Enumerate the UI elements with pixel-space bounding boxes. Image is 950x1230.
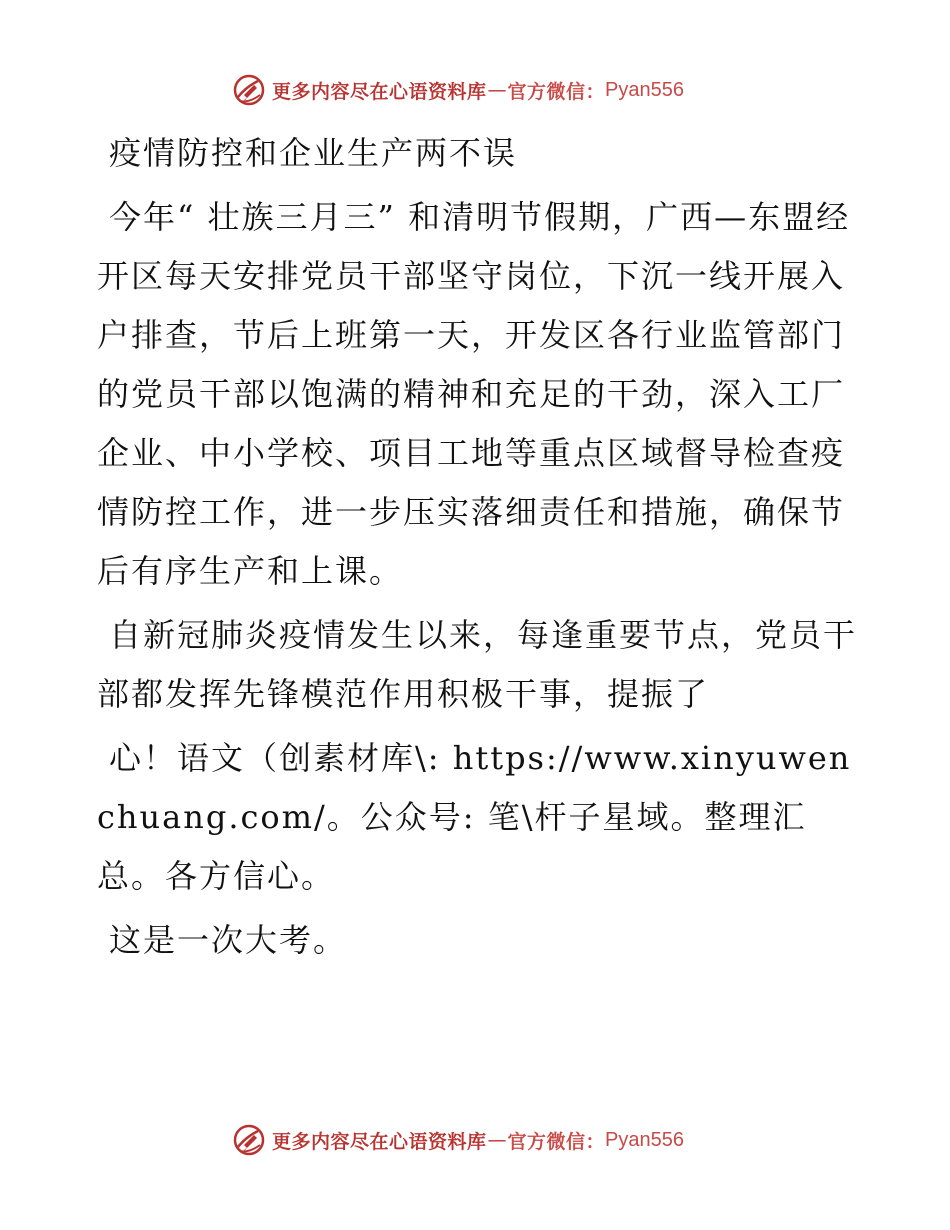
wechat-label: 官方微信： bbox=[507, 80, 606, 103]
document-title: 疫情防控和企业生产两不误 bbox=[109, 134, 518, 172]
pen-nib-logo-icon bbox=[232, 1123, 266, 1157]
wechat-label: 官方微信： bbox=[507, 1130, 606, 1153]
paragraph-1: 今年“ 壮族三月三” 和清明节假期，广西—东盟经开区每天安排党员干部坚守岗位，下沉一线开展入户排查，节后上班第一天，开发区各行业监管部门的党员干部以饱满的精神和充足的干劲，深入工厂企业、中小学校、项目工地等重点区域督导检查疫情防控工作，进一步压实落细责任和措施，确保节后有序生产和上课。 bbox=[97, 198, 851, 590]
footer-watermark-banner bbox=[232, 1122, 684, 1158]
banner-dash: — bbox=[487, 79, 507, 101]
paragraph-4: 这是一次大考。 bbox=[109, 921, 348, 959]
header-watermark-banner bbox=[232, 72, 684, 108]
document-body bbox=[97, 124, 857, 975]
site-name-text: 更多内容尽在心语资料库 bbox=[272, 80, 487, 103]
wechat-id: Pyan556 bbox=[605, 1128, 684, 1151]
paragraph-2: 自新冠肺炎疫情发生以来，每逢重要节点，党员干部都发挥先锋模范作用积极干事，提振了 bbox=[97, 616, 858, 713]
banner-dash: — bbox=[487, 1129, 507, 1151]
site-name-text: 更多内容尽在心语资料库 bbox=[272, 1130, 487, 1153]
wechat-id: Pyan556 bbox=[605, 78, 684, 101]
pen-nib-logo-icon bbox=[232, 73, 266, 107]
paragraph-3: 心！语文（创素材库\: https://www.xinyuwenchuang.com/。公众号: 笔\杆子星域。整理汇总。各方信心。 bbox=[97, 739, 852, 895]
